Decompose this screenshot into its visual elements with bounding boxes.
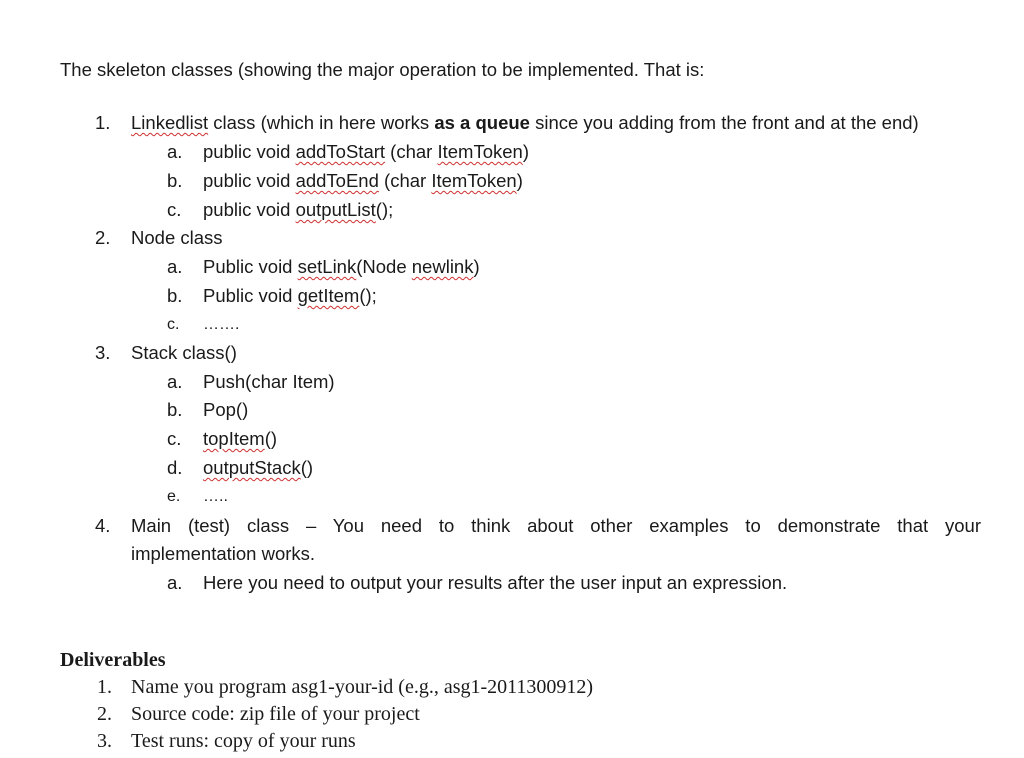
sub-item (203, 254, 480, 280)
method-name: setLink (297, 256, 357, 277)
sub-item: ….. (203, 488, 228, 505)
method-name: addToStart (295, 141, 386, 162)
sub-item: Pop() (203, 399, 249, 420)
text-fragment: ) (522, 141, 530, 162)
list-number: 2. (95, 227, 111, 248)
sub-letter: e. (167, 488, 181, 505)
bold-text: as a queue (434, 112, 530, 133)
text-fragment: Public void (203, 256, 298, 277)
text-fragment: (char (378, 170, 432, 191)
text-fragment: public void (203, 141, 296, 162)
deliverable-item: Source code: zip file of your project (131, 703, 420, 725)
sub-item: Push(char Item) (203, 371, 335, 392)
method-name: outputList (295, 199, 376, 220)
text-fragment: (Node (356, 256, 412, 277)
list-item-text: Main (test) class – You need to think about other examples to demonstrate that your (131, 515, 981, 536)
sub-letter: a. (167, 572, 183, 593)
text-fragment: public void (203, 199, 296, 220)
sub-item (203, 283, 377, 309)
sub-item (203, 139, 529, 165)
deliverable-item: Name you program asg1-your-id (e.g., asg1-2011300912) (131, 676, 594, 698)
deliverable-number: 3. (97, 730, 112, 752)
sub-letter: a. (167, 256, 183, 277)
method-name: outputStack (203, 457, 301, 478)
text-fragment: ) (473, 256, 480, 277)
sub-item: Here you need to output your results after the user input an expression. (203, 572, 788, 593)
list-number: 3. (95, 342, 111, 363)
sub-letter: a. (167, 141, 183, 162)
sub-item: ……. (203, 316, 240, 333)
sub-item (203, 197, 393, 223)
deliverable-number: 1. (97, 676, 112, 698)
deliverables-heading: Deliverables (60, 649, 166, 671)
sub-letter: b. (167, 285, 183, 306)
sub-letter: b. (167, 170, 183, 191)
class-name: Linkedlist (131, 112, 209, 133)
text-fragment: () (300, 457, 314, 478)
sub-letter: a. (167, 371, 183, 392)
sub-item (203, 455, 313, 481)
text-fragment: (char (385, 141, 438, 162)
method-name: getItem (297, 285, 360, 306)
intro-text: The skeleton classes (showing the major operation to be implemented. That is: (60, 59, 705, 80)
param-name: ItemToken (431, 170, 517, 191)
text-fragment: () (264, 428, 278, 449)
method-name: topItem (203, 428, 265, 449)
deliverable-number: 2. (97, 703, 112, 725)
text-fragment: (); (359, 285, 377, 306)
sub-letter: c. (167, 428, 182, 449)
sub-letter: b. (167, 399, 183, 420)
sub-letter: c. (167, 316, 180, 333)
list-item-text-cont: implementation works. (131, 543, 316, 564)
text-fragment: (); (375, 199, 394, 220)
list-item-text (131, 110, 919, 136)
list-number: 4. (95, 515, 111, 536)
sub-letter: d. (167, 457, 183, 478)
method-name: addToEnd (295, 170, 379, 191)
list-number: 1. (95, 112, 111, 133)
sub-item (203, 426, 277, 452)
param-name: newlink (411, 256, 474, 277)
deliverable-item: Test runs: copy of your runs (131, 730, 356, 752)
param-name: ItemToken (437, 141, 523, 162)
sub-item (203, 168, 523, 194)
sub-letter: c. (167, 199, 182, 220)
text-fragment: class (which in here works (208, 112, 435, 133)
list-item-text: Stack class() (131, 342, 237, 363)
list-item-text: Node class (131, 227, 223, 248)
text-fragment: public void (203, 170, 296, 191)
text-fragment: Public void (203, 285, 298, 306)
text-fragment: since you adding from the front and at the end) (529, 112, 919, 133)
text-fragment: ) (516, 170, 523, 191)
